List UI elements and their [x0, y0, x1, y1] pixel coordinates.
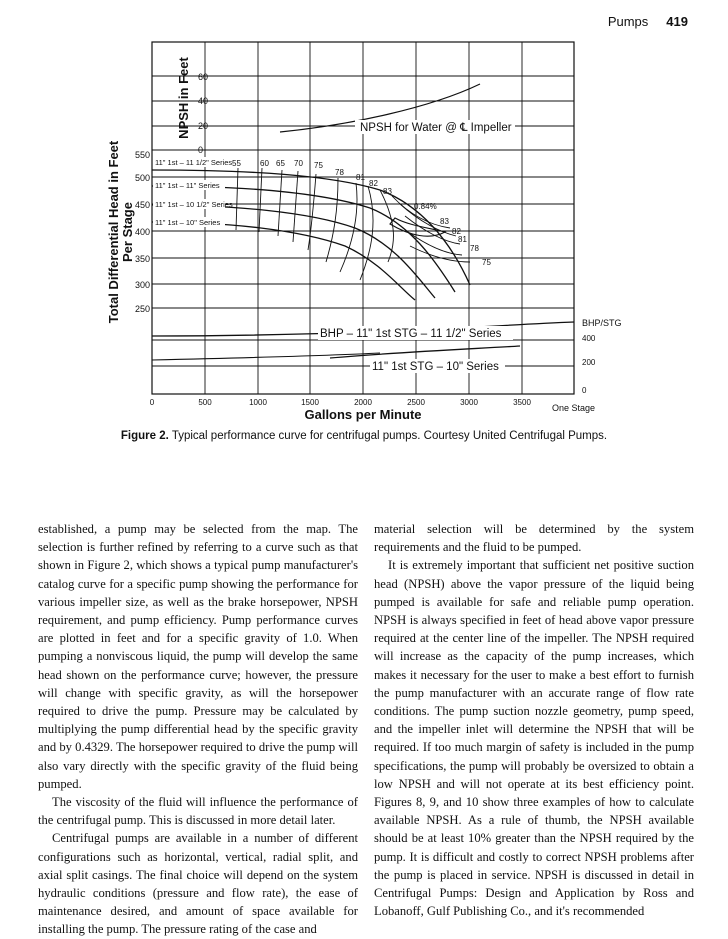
- x-axis-label: Gallons per Minute: [304, 407, 422, 422]
- efficiency-label: 75: [314, 161, 323, 170]
- bhp-curve-lower: [330, 346, 520, 358]
- impeller-label: 11" 1st – 11" Series: [155, 181, 220, 190]
- caption-text: Typical performance curve for centrifugal pumps. Courtesy United Centrifugal Pumps.: [168, 430, 608, 442]
- x-tick: 3500: [513, 398, 531, 407]
- bhp-tick: 400: [582, 334, 596, 343]
- efficiency-label: 55: [232, 159, 241, 168]
- npsh-axis-label: NPSH in Feet: [176, 57, 191, 139]
- head-tick: 400: [134, 227, 150, 237]
- one-stage-label: One Stage: [552, 403, 596, 413]
- x-tick: 1500: [301, 398, 319, 407]
- page-number: 419: [666, 14, 688, 29]
- bhp-label-lower: 11" 1st STG – 10" Series: [372, 361, 499, 373]
- best-efficiency-loop: [390, 218, 445, 236]
- npsh-tick: 60: [198, 72, 209, 82]
- right-text-column: [374, 520, 694, 920]
- head-axis-label: Total Differential Head in Feet: [106, 140, 121, 324]
- npsh-curve-label: NPSH for Water @ ℄ Impeller: [360, 122, 512, 134]
- npsh-tick: 20: [198, 121, 209, 131]
- paragraph: material selection will be determined by the system requirements and the fluid to be pumped.: [374, 522, 694, 555]
- x-tick: 2000: [354, 398, 372, 407]
- x-tick: 2500: [407, 398, 425, 407]
- paragraph: It is extremely important that sufficient net positive suction head (NPSH) above the vapor pressure of the liquid being pumped is available for safe and reliable pump operation. NPSH is always specified in feet of head above vapor pressure required at the center line of the impeller. The NPSH required will increase as the capacity of the pump increases, which makes it necessary for the user to make a best effort to furnish the pump manufacturer with an accurate range of flow rate conditions. The pump suction nozzle geometry, pump speed, and the impeller inlet will determine the NPSH that will be required. If too much margin of safety is included in the pump specifications, the pump will probably be oversized to obtain a low NPSH and will not operate at its best efficiency point. Figures 8, 9, and 10 show three examples of how to calculate available NPSH. As a rule of thumb, the NPSH available should be at least 10% greater than the NPSH required by the pump. It is difficult and costly to correct NPSH problems after the pump is placed in service. NPSH is discussed in detail in Centrifugal Pumps: Design and Application by Ross and Lobanoff, Gulf Publishing Co., and it's recommended: [374, 558, 694, 919]
- npsh-tick: 40: [198, 96, 209, 106]
- efficiency-label: 81: [356, 173, 365, 182]
- vertical-gridlines: [205, 42, 522, 394]
- efficiency-label: 83: [440, 217, 449, 226]
- performance-curve-figure: [0, 0, 728, 430]
- paragraph: Centrifugal pumps are available in a number of different configurations such as horizontal, vertical, radial split, and axial split casings. The final choice will depend on the system hydraulic conditions (pressure and flow rate), the ease of maintenance desired, and amount of space available for installing the pump. The pressure rating of the case and: [38, 831, 358, 937]
- head-tick: 250: [134, 304, 150, 314]
- head-axis-label-2: Per Stage: [120, 202, 135, 262]
- efficiency-label: 78: [335, 168, 344, 177]
- figure-caption: [0, 430, 728, 442]
- bhp-axis-title: BHP/STG: [582, 318, 622, 328]
- head-tick: 450: [134, 200, 150, 210]
- bhp-tick: 0: [582, 386, 587, 395]
- left-text-column: [38, 520, 358, 939]
- impeller-label: 11" 1st – 11 1/2" Series: [155, 158, 233, 167]
- efficiency-label: 78: [470, 244, 479, 253]
- efficiency-label: 0.84%: [414, 202, 437, 211]
- efficiency-label: 70: [294, 159, 303, 168]
- x-tick: 1000: [249, 398, 267, 407]
- head-tick: 350: [134, 254, 150, 264]
- x-tick: 3000: [460, 398, 478, 407]
- paragraph: established, a pump may be selected from the map. The selection is further refined by referring to a curve such as that shown in Figure 2, which shows a typical pump manufacturer's catalog curve for a specific pump showing the performance for various impeller size, as well as the brake horsepower, NPSH requirement, and pump efficiency. Pump performance curves are plotted in feet and for a specific gravity of 1.0. When pumping a nonviscous liquid, the pump will develop the same head shown on the performance curve; however, the pressure will change with specific gravity, as will the horsepower required to drive the pump. Pressure may be calculated by multiplying the pump differential head by the specific gravity and by 0.4329. The horsepower required to drive the pump will also vary directly with the specific gravity of the fluid being pumped.: [38, 522, 358, 791]
- x-tick: 500: [198, 398, 212, 407]
- head-tick: 550: [134, 150, 150, 160]
- impeller-label: 11" 1st – 10" Series: [155, 218, 221, 227]
- efficiency-label: 82: [369, 179, 378, 188]
- paragraph: The viscosity of the fluid will influence the performance of the centrifugal pump. This is discussed in more detail later.: [38, 795, 358, 828]
- efficiency-label: 60: [260, 159, 269, 168]
- efficiency-label: 75: [482, 258, 491, 267]
- bhp-tick: 200: [582, 358, 596, 367]
- efficiency-label: 83: [383, 187, 392, 196]
- efficiency-label: 82: [452, 227, 461, 236]
- section-title: Pumps: [607, 14, 649, 29]
- bhp-label-upper: BHP – 11" 1st STG – 11 1/2" Series: [320, 328, 502, 340]
- impeller-label: 11" 1st – 10 1/2" Series: [155, 200, 233, 209]
- efficiency-label: 65: [276, 159, 285, 168]
- head-tick: 500: [134, 173, 150, 183]
- x-tick: 0: [149, 398, 155, 407]
- head-tick: 300: [134, 280, 150, 290]
- npsh-tick: 0: [198, 145, 204, 155]
- caption-number: Figure 2.: [120, 430, 169, 442]
- efficiency-label: 81: [458, 235, 467, 244]
